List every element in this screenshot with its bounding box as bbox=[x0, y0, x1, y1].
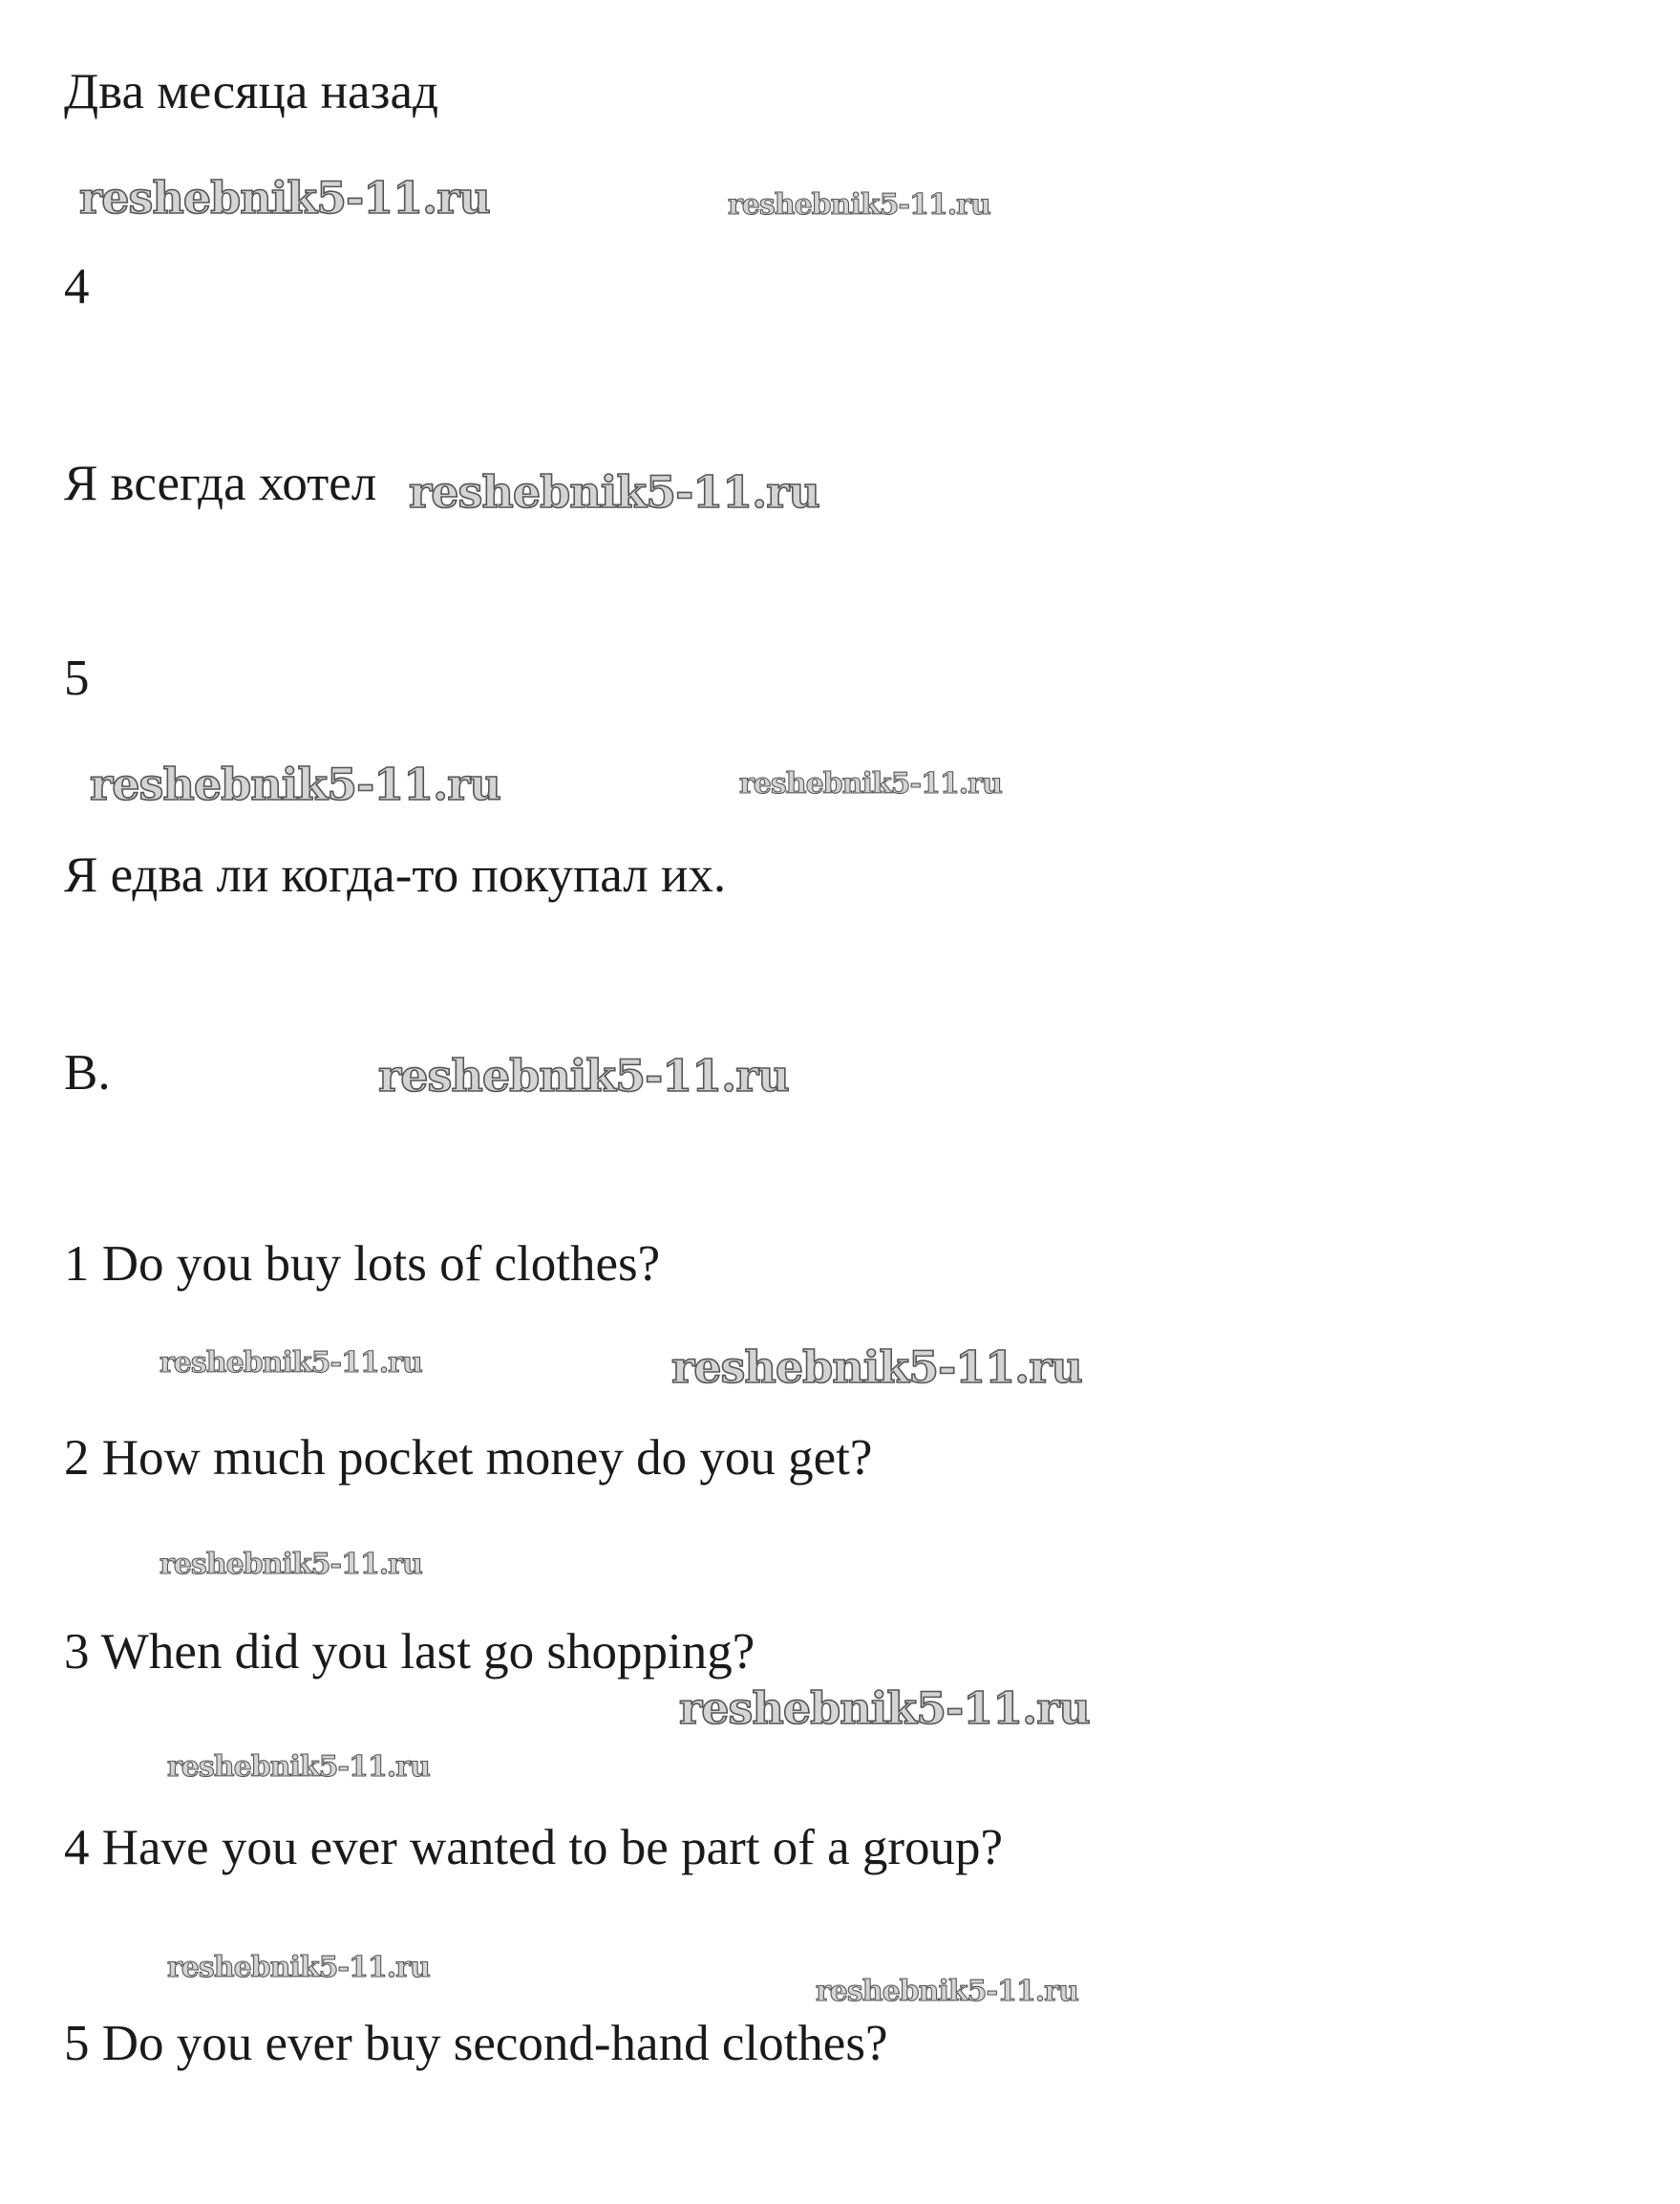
watermark: reshebnik5-11.ru bbox=[159, 1548, 422, 1581]
answer-line-1: Два месяца назад bbox=[64, 64, 438, 119]
question-4: 4 Have you ever wanted to be part of a group? bbox=[64, 1820, 1004, 1875]
answer-line-3: Я едва ли когда-то покупал их. bbox=[64, 847, 727, 903]
watermark: reshebnik5-11.ru bbox=[409, 466, 819, 518]
question-5: 5 Do you ever buy second-hand clothes? bbox=[64, 2016, 888, 2071]
watermark: reshebnik5-11.ru bbox=[90, 759, 500, 810]
question-3: 3 When did you last go shopping? bbox=[64, 1624, 755, 1680]
section-label-b: B. bbox=[64, 1045, 111, 1101]
watermark: reshebnik5-11.ru bbox=[671, 1341, 1082, 1393]
answer-line-2: Я всегда хотел bbox=[64, 456, 377, 511]
watermark: reshebnik5-11.ru bbox=[816, 1975, 1078, 2008]
watermark: reshebnik5-11.ru bbox=[728, 188, 990, 222]
watermark: reshebnik5-11.ru bbox=[167, 1750, 430, 1784]
watermark: reshebnik5-11.ru bbox=[167, 1951, 430, 1984]
watermark: reshebnik5-11.ru bbox=[679, 1682, 1090, 1734]
watermark: reshebnik5-11.ru bbox=[79, 172, 490, 224]
watermark: reshebnik5-11.ru bbox=[378, 1050, 789, 1102]
question-1: 1 Do you buy lots of clothes? bbox=[64, 1236, 661, 1292]
item-number-5: 5 bbox=[64, 651, 90, 706]
watermark: reshebnik5-11.ru bbox=[739, 767, 1002, 801]
item-number-4: 4 bbox=[64, 259, 90, 314]
watermark: reshebnik5-11.ru bbox=[159, 1346, 422, 1380]
question-2: 2 How much pocket money do you get? bbox=[64, 1430, 873, 1486]
